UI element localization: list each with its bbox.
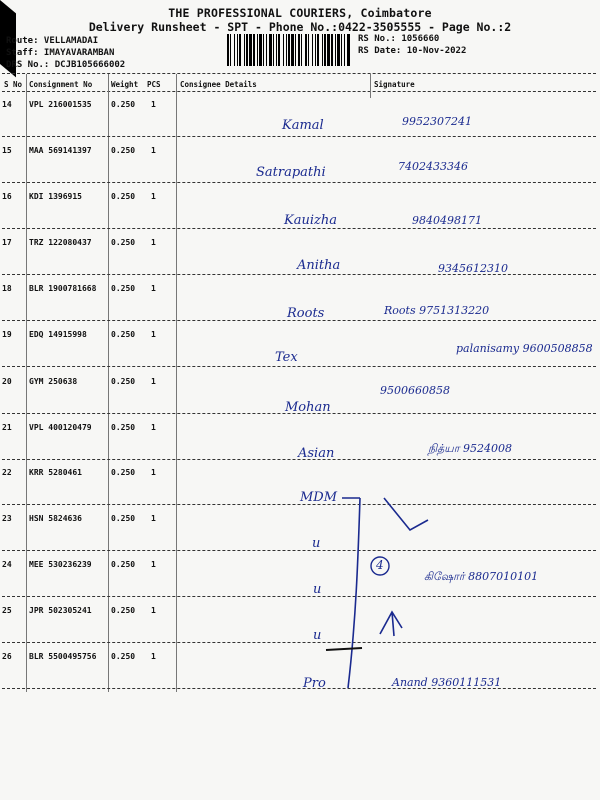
row-pcs: 1 — [151, 652, 156, 661]
row-weight: 0.250 — [111, 238, 136, 247]
row-pcs: 1 — [151, 330, 156, 339]
row-sno: 25 — [2, 606, 12, 615]
row-consignment-no: EDQ 14915998 — [29, 330, 87, 339]
row-consignee-handwriting: Satrapathi — [256, 165, 326, 180]
row-consignee-handwriting: MDM — [300, 490, 338, 505]
row-consignment-no: VPL 216001535 — [29, 100, 92, 109]
circled-number: 4 — [376, 558, 384, 572]
route-label: Route: VELLAMADAI — [6, 36, 99, 46]
row-consignment-no: MEE 530236239 — [29, 560, 92, 569]
company-title: THE PROFESSIONAL COURIERS, Coimbatore — [168, 6, 432, 20]
row-sno: 21 — [2, 423, 12, 432]
row-sno: 26 — [2, 652, 12, 661]
row-pcs: 1 — [151, 238, 156, 247]
row-consignee-handwriting: u — [313, 582, 322, 597]
row-signature-handwriting: நித்யா 9524008 — [428, 442, 512, 455]
row-consignment-no: KRR 5280461 — [29, 468, 82, 477]
row-consignment-no: TRZ 122080437 — [29, 238, 92, 247]
row-weight: 0.250 — [111, 606, 136, 615]
row-sno: 24 — [2, 560, 12, 569]
row-consignee-handwriting: Tex — [275, 350, 298, 365]
row-consignment-no: MAA 569141397 — [29, 146, 92, 155]
row-sno: 23 — [2, 514, 12, 523]
col-signature-header: Signature — [374, 80, 415, 89]
row-signature-handwriting: 7402433346 — [398, 160, 468, 173]
arrow-up-stroke — [380, 612, 402, 636]
row-weight: 0.250 — [111, 377, 136, 386]
row-pcs: 1 — [151, 284, 156, 293]
row-pcs: 1 — [151, 377, 156, 386]
row-weight: 0.250 — [111, 100, 136, 109]
row-sno: 18 — [2, 284, 12, 293]
row-consignee-handwriting: u — [313, 628, 322, 643]
row-weight: 0.250 — [111, 560, 136, 569]
row-consignee-handwriting: Anitha — [297, 258, 341, 273]
row-signature-handwriting: Anand 9360111531 — [392, 676, 502, 689]
row-weight: 0.250 — [111, 514, 136, 523]
col-pcs-header: PCS — [147, 80, 161, 89]
row-consignee-handwriting: u — [312, 536, 321, 551]
runsheet-title: Delivery Runsheet - SPT - Phone No.:0422-3505555 - Page No.:2 — [88, 20, 512, 34]
staff-label: Staff: IMAYAVARAMBAN — [6, 48, 115, 58]
row-signature-handwriting: Roots 9751313220 — [384, 304, 490, 317]
row-weight: 0.250 — [111, 146, 136, 155]
row-pcs: 1 — [151, 192, 156, 201]
row-consignee-handwriting: Pro — [303, 676, 326, 691]
row-consignment-no: VPL 400120479 — [29, 423, 92, 432]
row-weight: 0.250 — [111, 330, 136, 339]
col-weight-header: Weight — [111, 80, 139, 89]
row-consignee-handwriting: Asian — [298, 446, 335, 461]
row-weight: 0.250 — [111, 284, 136, 293]
drs-label: DRS No.: DCJB105666002 — [6, 60, 126, 70]
row-sno: 17 — [2, 238, 12, 247]
rs-date: RS Date: 10-Nov-2022 — [358, 46, 467, 56]
row-sno: 20 — [2, 377, 12, 386]
row-consignee-handwriting: Mohan — [285, 400, 331, 415]
row-consignment-no: HSN 5824636 — [29, 514, 82, 523]
row-sno: 19 — [2, 330, 12, 339]
row-weight: 0.250 — [111, 468, 136, 477]
row-pcs: 1 — [151, 468, 156, 477]
row-pcs: 1 — [151, 146, 156, 155]
col-consignment-header: Consignment No — [29, 80, 93, 89]
row-consignment-no: KDI 1396915 — [29, 192, 82, 201]
col-consignee-header: Consignee Details — [180, 80, 257, 89]
row-consignment-no: JPR 502305241 — [29, 606, 92, 615]
row-signature-handwriting: 9345612310 — [438, 262, 508, 275]
col-sno-header: S No — [4, 80, 23, 89]
bracket-stroke — [348, 498, 360, 688]
row-signature-handwriting: 9840498171 — [412, 214, 482, 227]
row-sno: 16 — [2, 192, 12, 201]
row-sno: 14 — [2, 100, 12, 109]
arrow-stroke — [384, 498, 428, 530]
row-signature-handwriting: palanisamy 9600508858 — [456, 342, 593, 355]
row-consignee-handwriting: Kamal — [282, 118, 324, 133]
row-consignee-handwriting: Kauizha — [284, 213, 337, 228]
row-pcs: 1 — [151, 514, 156, 523]
row-consignment-no: BLR 5500495756 — [29, 652, 97, 661]
row-consignment-no: GYM 250638 — [29, 377, 78, 386]
row-weight: 0.250 — [111, 423, 136, 432]
row-consignment-no: BLR 1900781668 — [29, 284, 97, 293]
row-sno: 22 — [2, 468, 12, 477]
row-consignee-handwriting: Roots — [287, 306, 325, 321]
row-signature-handwriting: 9500660858 — [380, 384, 450, 397]
row-pcs: 1 — [151, 423, 156, 432]
row-pcs: 1 — [151, 100, 156, 109]
row-signature-handwriting: 9952307241 — [402, 115, 472, 128]
row-pcs: 1 — [151, 560, 156, 569]
rs-number: RS No.: 1056660 — [358, 34, 440, 44]
row-sno: 15 — [2, 146, 12, 155]
row-signature-handwriting: கிஷோர் 8807010101 — [424, 570, 539, 583]
row-pcs: 1 — [151, 606, 156, 615]
row-weight: 0.250 — [111, 192, 136, 201]
bracket-tick-stroke — [326, 648, 362, 650]
row-weight: 0.250 — [111, 652, 136, 661]
